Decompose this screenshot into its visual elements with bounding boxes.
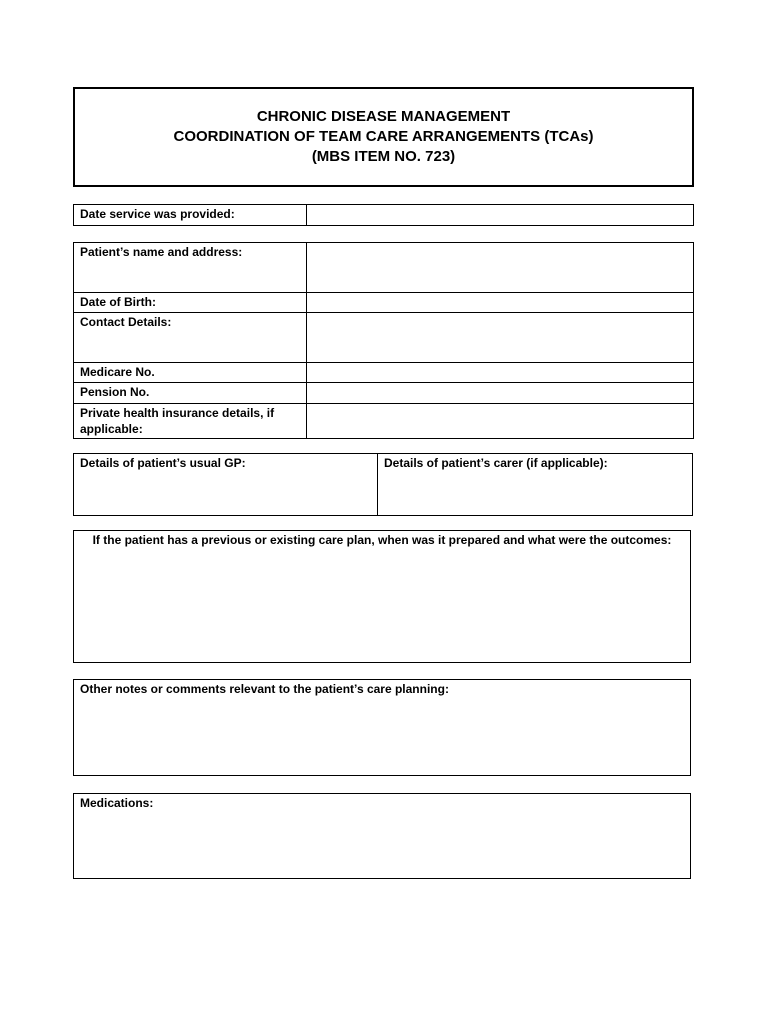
date-of-birth-field[interactable] (307, 293, 694, 313)
service-date-table (73, 204, 694, 226)
carer-field[interactable]: Details of patient’s carer (if applicable): (378, 454, 693, 516)
form-title-box (73, 87, 694, 187)
form-title-line-1: CHRONIC DISEASE MANAGEMENT (256, 108, 511, 125)
contact-details-label: Contact Details: (74, 313, 307, 363)
medicare-no-field[interactable] (307, 363, 694, 383)
medicare-no-label: Medicare No. (74, 363, 307, 383)
usual-gp-field[interactable]: Details of patient’s usual GP: (74, 454, 378, 516)
form-title-line-2: COORDINATION OF TEAM CARE ARRANGEMENTS (TCAs) (173, 128, 594, 145)
patient-name-address-field[interactable] (307, 243, 694, 293)
previous-care-plan-label: If the patient has a previous or existing care plan, when was it prepared and what were the outcomes: (92, 533, 672, 547)
other-notes-field[interactable] (73, 679, 691, 776)
medications-field[interactable] (73, 793, 691, 879)
medications-label: Medications: (80, 796, 154, 810)
contact-details-field[interactable] (307, 313, 694, 363)
gp-carer-table (73, 453, 693, 516)
patient-name-address-label: Patient’s name and address: (74, 243, 307, 293)
date-service-field[interactable] (307, 205, 694, 226)
form-title-line-3: (MBS ITEM NO. 723) (311, 148, 456, 165)
previous-care-plan-field[interactable] (73, 530, 691, 663)
private-insurance-field[interactable] (307, 404, 694, 439)
pension-no-field[interactable] (307, 383, 694, 404)
pension-no-label: Pension No. (74, 383, 307, 404)
patient-details-table (73, 242, 694, 439)
date-of-birth-label: Date of Birth: (74, 293, 307, 313)
date-service-label: Date service was provided: (74, 205, 307, 226)
private-insurance-label: Private health insurance details, if applicable: (74, 404, 307, 439)
other-notes-label: Other notes or comments relevant to the patient’s care planning: (80, 682, 449, 696)
